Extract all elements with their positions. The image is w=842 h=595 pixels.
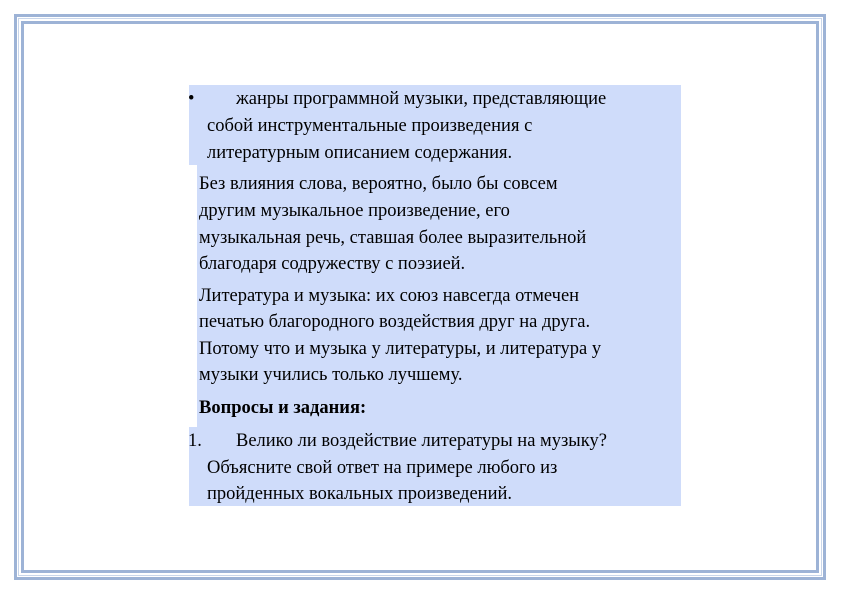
paragraph-1-line-4: благодаря содружеству с поэзией. <box>199 254 466 274</box>
numbered-line-1: Велико ли воздействие литературы на музыку? <box>236 431 607 451</box>
numbered-line-3: пройденных вокальных произведений. <box>207 484 512 504</box>
questions-heading: Вопросы и задания: <box>199 398 367 418</box>
bullet-line-1: жанры программной музыки, представляющие <box>236 89 607 109</box>
bullet-line-2: собой инструментальные произведения с <box>207 116 533 136</box>
numbered-line-2: Объясните свой ответ на примере любого из <box>207 458 558 478</box>
paragraph-2-line-4: музыки учились только лучшему. <box>199 365 463 385</box>
paragraph-2-line-2: печатью благородного воздействия друг на друга. <box>199 312 591 332</box>
bullet-line-3: литературным описанием содержания. <box>207 143 513 163</box>
paragraph-1-line-2: другим музыкальное произведение, его <box>199 201 510 221</box>
paragraph-2-line-3: Потому что и музыка у литературы, и литература у <box>199 339 602 359</box>
numbered-marker: 1. <box>188 431 202 451</box>
paragraph-2-line-1: Литература и музыка: их союз навсегда отмечен <box>199 286 580 306</box>
bullet-marker: • <box>188 89 195 109</box>
paragraph-1-line-1: Без влияния слова, вероятно, было бы совсем <box>199 174 558 194</box>
paragraph-1-line-3: музыкальная речь, ставшая более выразительной <box>199 228 587 248</box>
